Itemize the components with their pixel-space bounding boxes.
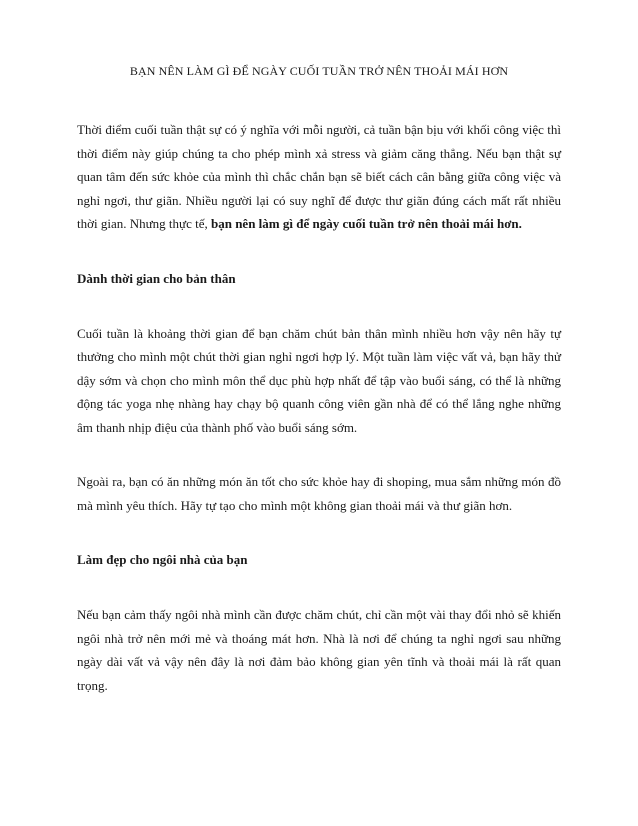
section-heading-self-care: Dành thời gian cho bản thân <box>77 270 236 286</box>
section-heading-home-decor: Làm đẹp cho ngôi nhà của bạn <box>77 552 248 567</box>
section1-paragraph-1: Cuối tuần là khoảng thời gian để bạn chăm chút bản thân mình nhiều hơn vậy nên hãy tự thưởng cho mình một chút thời gian nghỉ ngơi hợp lý. Một tuần làm việc vất vả, bạn hãy thử dậy sớm và chọn cho mình môn thể dục phù hợp nhất để tập vào buổi sáng, có thể là những động tác yoga nhẹ nhàng hay chạy bộ quanh công viên gần nhà để có thể lắng nghe những âm thanh nhịp điệu của thành phố vào buổi sáng sớm. <box>77 325 561 435</box>
intro-bold-text: bạn nên làm gì để ngày cuối tuần trở nên thoải mái hơn. <box>210 216 522 231</box>
document-title: BẠN NÊN LÀM GÌ ĐỂ NGÀY CUỐI TUẦN TRỞ NÊN THOẢI MÁI HƠN <box>129 64 509 78</box>
section2-paragraph-1: Nếu bạn cảm thấy ngôi nhà mình cần được chăm chút, chỉ cần một vài thay đổi nhỏ sẽ khiến ngôi nhà trở nên mới mẻ và thoáng mát hơn. Nhà là nơi để chúng ta nghỉ ngơi sau những ngày dài vất vả vậy nên đây là nơi đảm bảo không gian yên tĩnh và thoải mái là rất quan trọng. <box>77 607 561 693</box>
intro-text: Thời điểm cuối tuần thật sự có ý nghĩa với mỗi người, cả tuần bận bịu với khối công việc thì thời điểm này giúp chúng ta cho phép mình xả stress và giảm căng thẳng. Nếu bạn thật sự quan tâm đến sức khỏe của mình thì chắc chắn bạn sẽ biết cách cân bằng giữa công việc và nghỉ ngơi, thư giãn. Nhiều người lại có suy nghĩ để được thư giãn đúng cách mất rất nhiều thời gian. Nhưng thực tế, <box>77 122 561 231</box>
intro-paragraph <box>77 118 561 236</box>
section1-paragraph-2: Ngoài ra, bạn có ăn những món ăn tốt cho sức khỏe hay đi shoping, mua sắm những món đồ mà mình yêu thích. Hãy tự tạo cho mình một không gian thoải mái và thư giãn hơn. <box>77 474 561 513</box>
